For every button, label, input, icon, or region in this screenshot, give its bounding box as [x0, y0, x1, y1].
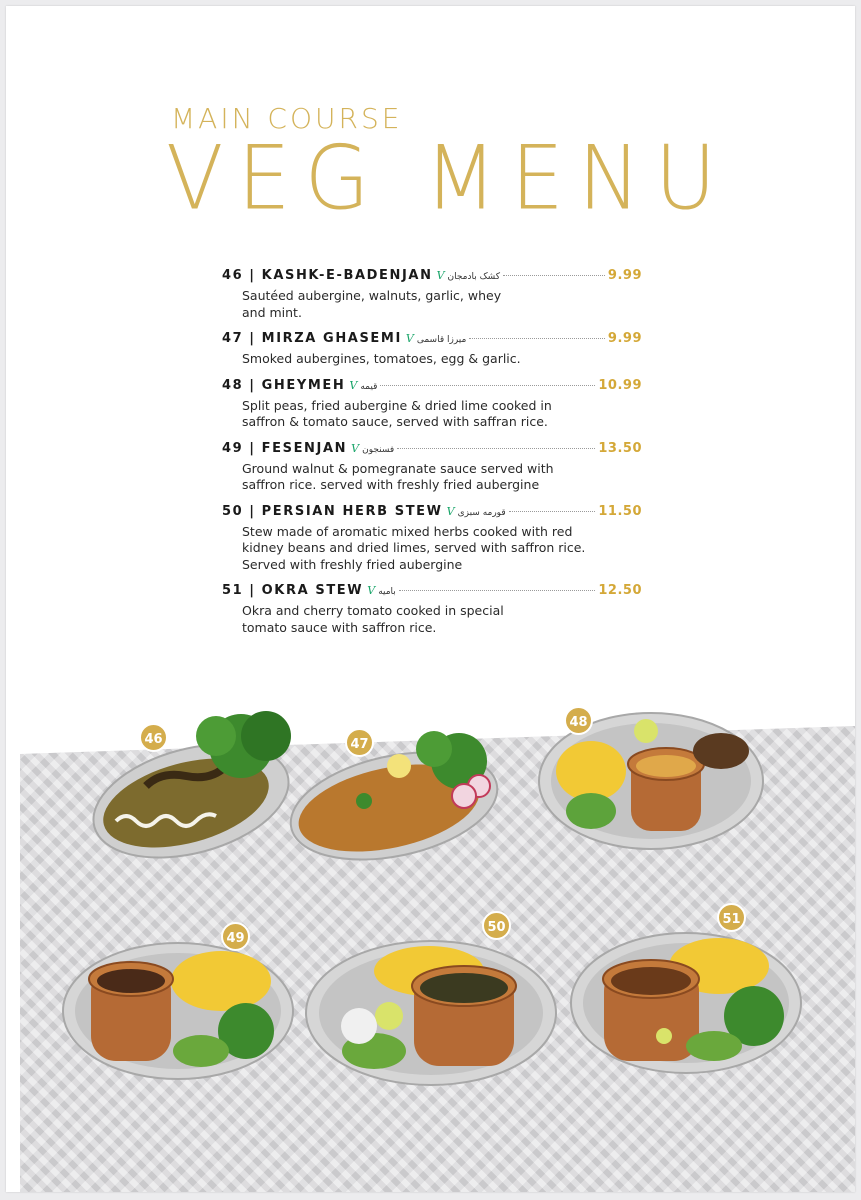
dot-leader [509, 511, 596, 512]
item-price: 11.50 [598, 503, 642, 519]
menu-item-47 [222, 331, 642, 368]
dot-leader [503, 275, 605, 276]
section-subtitle: MAIN COURSE [171, 102, 403, 135]
item-price: 9.99 [607, 268, 642, 283]
item-description: Smoked aubergines, tomatoes, egg & garlic. [242, 351, 521, 366]
item-name: MIRZA GHASEMI [261, 331, 402, 346]
item-separator: | [249, 377, 256, 393]
item-description: Okra and cherry tomato cooked in special tomato sauce with saffron rice. [242, 603, 504, 635]
item-farsi-name: بامیه [378, 587, 396, 597]
item-description: Sautéed aubergine, walnuts, garlic, whey and mint. [242, 288, 502, 320]
dish-number-badge: 49 [221, 922, 250, 951]
item-farsi-name: فسنجون [362, 444, 395, 455]
vegetarian-icon: V [367, 584, 376, 597]
item-price: 13.50 [598, 440, 642, 456]
item-name: PERSIAN HERB STEW [261, 503, 443, 519]
item-number: 46 [222, 268, 244, 283]
item-description: Split peas, fried aubergine & dried lime cooked in saffron & tomato sauce, served with saffran rice. [242, 397, 552, 429]
dot-leader [469, 338, 605, 339]
item-separator: | [249, 440, 256, 456]
menu-item-49 [222, 441, 642, 494]
dish-photo-49 [61, 931, 296, 1086]
item-description: Stew made of aromatic mixed herbs cooked with red kidney beans and dried limes, served with saffron rice. [242, 523, 586, 555]
dot-leader [397, 448, 595, 449]
item-farsi-name: کشک بادمجان [447, 272, 500, 282]
item-farsi-name: میرزا قاسمی [416, 335, 467, 345]
item-price: 12.50 [598, 583, 642, 598]
item-price: 10.99 [598, 377, 642, 393]
vegetarian-icon: V [351, 441, 360, 455]
dish-number-badge: 51 [717, 903, 746, 932]
item-number: 49 [222, 440, 244, 456]
dot-leader [380, 385, 595, 386]
item-number: 48 [222, 377, 244, 393]
menu-item-50 [222, 504, 642, 574]
dish-number-badge: 50 [482, 911, 511, 940]
dish-photo-46 [86, 691, 306, 861]
item-number: 50 [222, 503, 244, 519]
item-number: 51 [222, 583, 244, 598]
dish-number-badge: 46 [139, 723, 168, 752]
item-name: OKRA STEW [261, 583, 364, 598]
section-title: VEG MENU [166, 126, 731, 230]
menu-list [222, 268, 642, 646]
menu-page [6, 6, 855, 1192]
item-farsi-name: قورمه سبزی [457, 507, 506, 518]
dot-leader [399, 590, 596, 591]
vegetarian-icon: V [405, 332, 414, 345]
item-description: Ground walnut & pomegranate sauce served with saffron rice. served with freshly fried aubergine [242, 460, 554, 492]
item-name: FESENJAN [261, 440, 348, 456]
menu-item-46 [222, 268, 642, 321]
vegetarian-icon: V [446, 504, 455, 518]
item-price: 9.99 [607, 331, 642, 346]
item-name: GHEYMEH [261, 377, 346, 393]
item-separator: | [249, 583, 256, 598]
item-farsi-name: قیمه [360, 381, 378, 392]
dish-photo-51 [569, 921, 804, 1081]
item-name: KASHK-E-BADENJAN [261, 268, 433, 283]
item-separator: | [249, 331, 256, 346]
item-separator: | [249, 268, 256, 283]
item-description-extra: Served with freshly fried aubergine [242, 556, 463, 572]
vegetarian-icon: V [436, 269, 445, 282]
menu-item-51 [222, 583, 642, 636]
item-separator: | [249, 503, 256, 519]
vegetarian-icon: V [349, 378, 358, 392]
menu-item-48 [222, 378, 642, 431]
dish-photo-50 [304, 931, 559, 1091]
dish-number-badge: 48 [564, 706, 593, 735]
dish-photo-47 [289, 711, 519, 866]
dish-number-badge: 47 [345, 728, 374, 757]
item-number: 47 [222, 331, 244, 346]
